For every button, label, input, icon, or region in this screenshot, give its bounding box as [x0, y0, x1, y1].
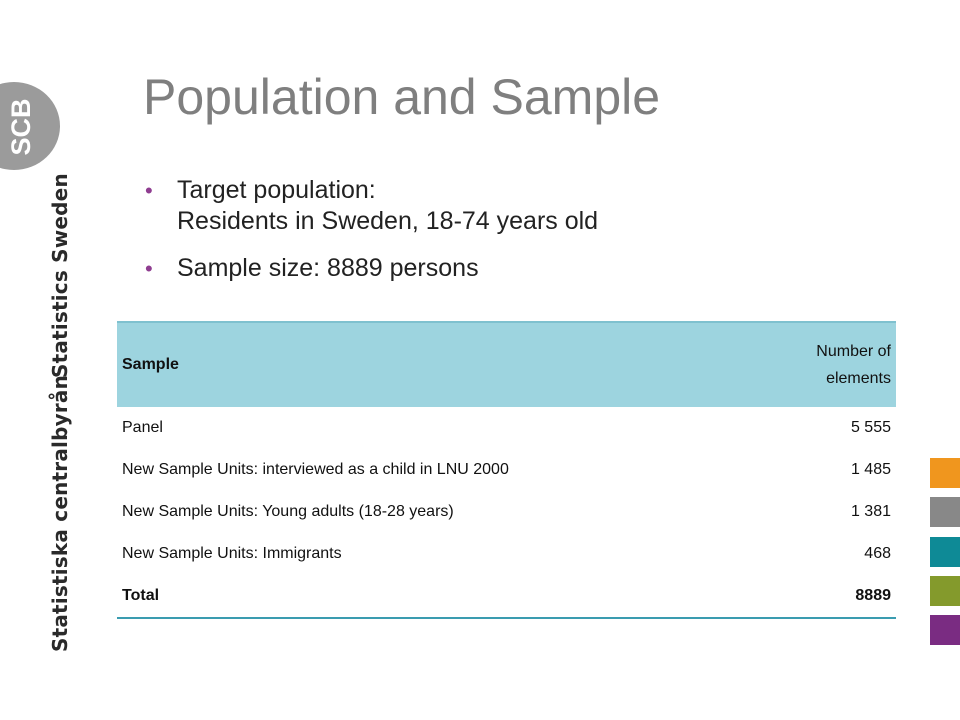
table-header-row: [117, 322, 896, 407]
bullet-dot-icon: •: [145, 256, 153, 281]
slide-title: Population and Sample: [143, 69, 661, 125]
total-value: 8889: [759, 575, 896, 618]
org-name-sv: Statistiska centralbyrån: [48, 374, 72, 652]
bullet-dot-icon: •: [145, 178, 153, 203]
scb-logo-text: SCB: [6, 98, 36, 156]
column-header-sample: Sample: [117, 322, 759, 407]
sample-table: [117, 321, 896, 619]
org-name-en: Statistics Sweden: [48, 173, 72, 378]
row-label: New Sample Units: interviewed as a child in LNU 2000: [122, 461, 509, 478]
table-row: [117, 491, 896, 533]
table-row: [117, 533, 896, 575]
table-row: [117, 407, 896, 449]
row-value: 5 555: [850, 419, 891, 436]
bullet-text: Residents in Sweden, 18-74 years old: [177, 207, 599, 235]
bullet-text: Sample size: 8889 persons: [177, 254, 479, 282]
bullet-text: Target population:: [177, 176, 376, 204]
row-value: 1 381: [850, 503, 891, 520]
row-label: Panel: [122, 419, 163, 436]
column-header-count: [759, 322, 896, 407]
purple-square: [930, 615, 960, 645]
table-row: [117, 449, 896, 491]
row-value: 1 485: [850, 461, 891, 478]
teal-square: [930, 537, 960, 567]
bullet-item: [145, 175, 865, 237]
row-label: New Sample Units: Young adults (18-28 years): [122, 503, 454, 520]
scb-logo: [0, 80, 60, 172]
row-label: New Sample Units: Immigrants: [122, 545, 342, 562]
bullet-list: [145, 175, 865, 300]
row-value: 468: [864, 545, 891, 562]
bullet-item: [145, 253, 865, 284]
gray-square: [930, 497, 960, 527]
column-header-count-line: Number of: [816, 343, 891, 360]
olive-square: [930, 576, 960, 606]
orange-square: [930, 458, 960, 488]
table-total-row: [117, 575, 896, 618]
total-label: Total: [117, 575, 759, 618]
column-header-count-line: elements: [826, 370, 891, 387]
